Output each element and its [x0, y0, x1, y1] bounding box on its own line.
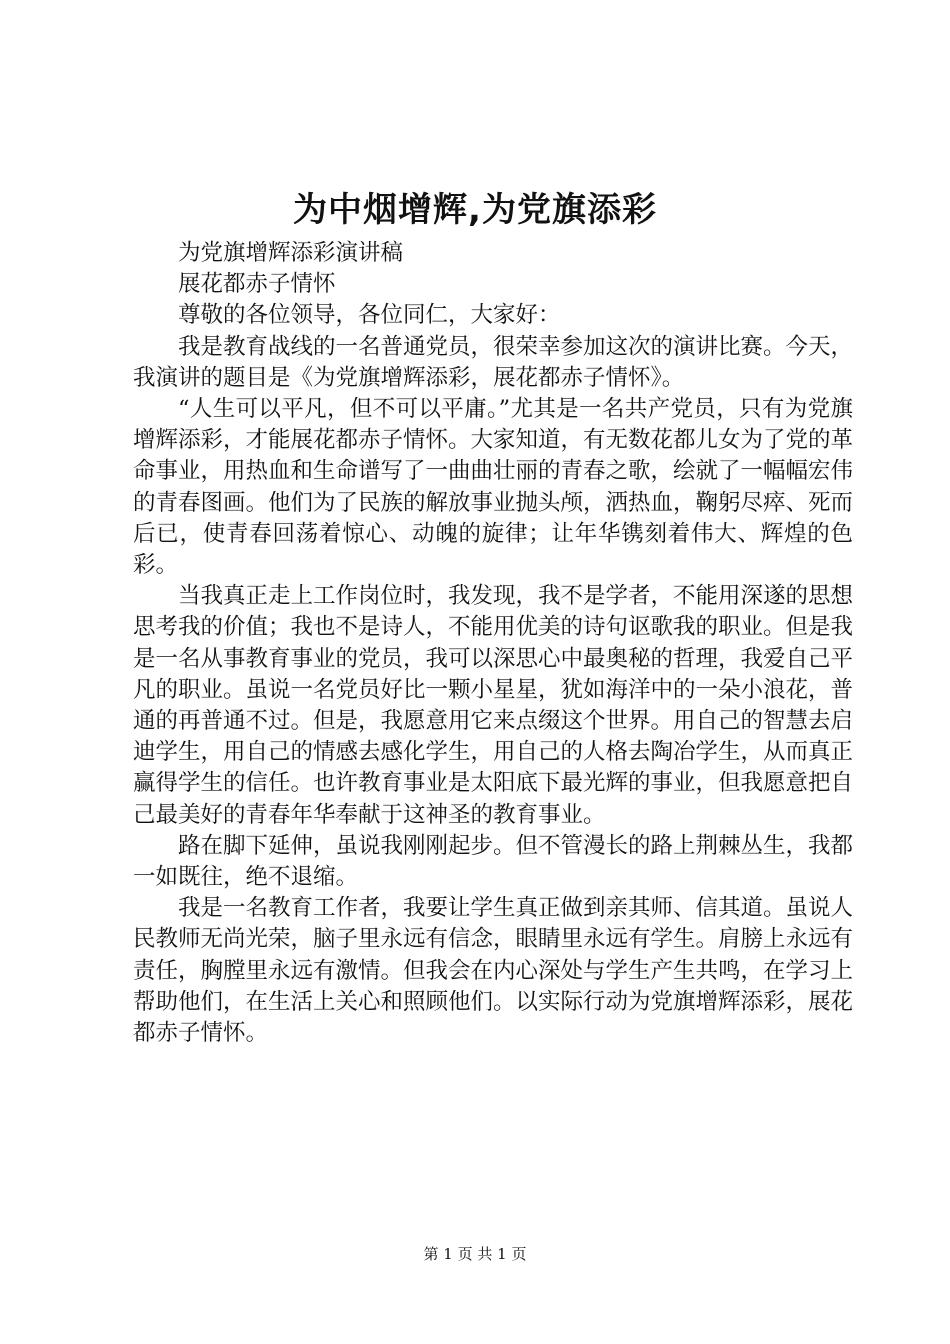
paragraph-subtitle: 为党旗增辉添彩演讲稿: [178, 240, 404, 266]
paragraph-body: “人生可以平凡，但不可以平庸。”尤其是一名共产党员，只有为党旗增辉添彩，才能展花都赤子情怀。大家知道，有无数花都儿女为了党的革命事业，用热血和生命谱写了一曲曲壮丽的青春之歌，绘就了一幅幅宏伟的青春图画。他们为了民族的解放事业抛头颅，洒热血，鞠躬尽瘁、死而后已，使青春回荡着惊心、动魄的旋律；让年华镌刻着伟大、辉煌的色彩。: [133, 396, 854, 579]
paragraph-greeting: 尊敬的各位领导，各位同仁，大家好：: [178, 302, 561, 329]
document-title: 为中烟增辉,为党旗添彩: [293, 190, 657, 230]
paragraph-body: 路在脚下延伸，虽说我刚刚起步。但不管漫长的路上荆棘丛生，我都一如既往，绝不退缩。: [133, 832, 854, 891]
page-number-footer: 第 1 页 共 1 页: [423, 1245, 527, 1263]
paragraph-body: 当我真正走上工作岗位时，我发现，我不是学者，不能用深遂的思想思考我的价值；我也不是诗人，不能用优美的诗句讴歌我的职业。但是我是一名从事教育事业的党员，我可以深思心中最奥秘的哲理，我爱自己平凡的职业。虽说一名党员好比一颗小星星，犹如海洋中的一朵小浪花，普通的再普通不过。但是，我愿意用它来点缀这个世界。用自己的智慧去启迪学生，用自己的情感去感化学生，用自己的人格去陶冶学生，从而真正赢得学生的信任。也许教育事业是太阳底下最光辉的事业，但我愿意把自己最美好的青春年华奉献于这神圣的教育事业。: [133, 583, 854, 828]
paragraph-theme: 展花都赤子情怀: [178, 271, 336, 298]
paragraph-introduction: 我是教育战线的一名普通党员，很荣幸参加这次的演讲比赛。今天，我演讲的题目是《为党旗增辉添彩，展花都赤子情怀》。: [133, 333, 854, 391]
document-body: [133, 238, 853, 1049]
paragraph-conclusion: 我是一名教育工作者，我要让学生真正做到亲其师、信其道。虽说人民教师无尚光荣，脑子里永远有信念，眼睛里永远有学生。肩膀上永远有责任，胸膛里永远有激情。但我会在内心深处与学生产生共鸣，在学习上帮助他们，在生活上关心和照顾他们。以实际行动为党旗增辉添彩，展花都赤子情怀。: [133, 895, 854, 1047]
